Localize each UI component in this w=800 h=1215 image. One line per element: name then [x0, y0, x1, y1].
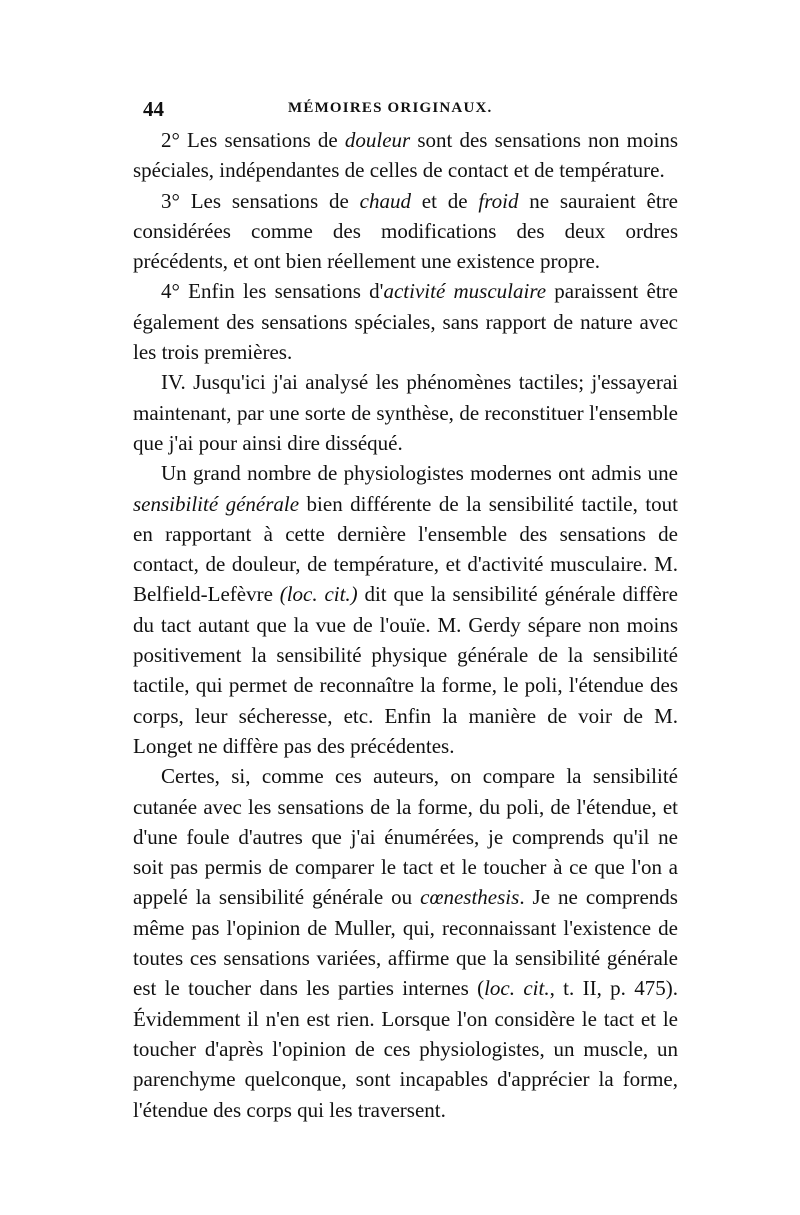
page-number: 44	[143, 97, 164, 121]
paragraph-section-iv: IV. Jusqu'ici j'ai analysé les phénomènes tactiles; j'essayerai maintenant, par une sorte de synthèse, de reconstituer l'ensemble que j'ai pour ainsi dire disséqué.	[133, 370, 678, 455]
running-head	[133, 97, 678, 123]
running-title: MÉMOIRES ORIGINAUX.	[288, 100, 493, 116]
paragraph-certes: Certes, si, comme ces auteurs, on compare la sensibilité cutanée avec les sensations de la forme, du poli, de l'étendue, et d'une foule d'autres que j'ai énumérées, je comprends qu'il ne soit pas permis de comparer le tact et le toucher à ce que l'on a appelé la sensibilité générale ou cœnesthesis. Je ne comprends même pas l'opinion de Muller, qui, reconnaissant l'existence de toutes ces sensations variées, affirme que la sensibilité générale est le toucher dans les parties internes (loc. cit., t. II, p. 475). Évidemment il n'en est rien. Lorsque l'on considère le tact et le toucher d'après l'opinion de ces physiologistes, un muscle, un parenchyme quelconque, sont incapables d'apprécier la forme, l'étendue des corps qui les traversent.	[133, 764, 678, 1122]
body-text	[133, 125, 678, 1125]
paragraph-sensibilite-generale: Un grand nombre de physiologistes modernes ont admis une sensibilité générale bien différente de la sensibilité tactile, tout en rapportant à cette dernière l'ensemble des sensations de contact, de douleur, de température, et d'activité musculaire. M. Belfield-Lefèvre (loc. cit.) dit que la sensibilité générale diffère du tact autant que la vue de l'ouïe. M. Gerdy sépare non moins positivement la sensibilité physique générale de la sensibilité tactile, qui permet de reconnaître la forme, le poli, l'étendue des corps, leur sécheresse, etc. Enfin la manière de voir de M. Longet ne diffère pas des précédentes.	[133, 461, 678, 758]
paragraph-douleur: 2° Les sensations de douleur sont des sensations non moins spéciales, indépendantes de celles de contact et de température.	[133, 128, 678, 183]
paragraph-activite-musculaire: 4° Enfin les sensations d'activité musculaire paraissent être également des sensations spéciales, sans rapport de nature avec les trois premières.	[133, 279, 678, 365]
paragraph-chaud-froid: 3° Les sensations de chaud et de froid ne sauraient être considérées comme des modifications des deux ordres précédents, et ont bien réellement une existence propre.	[133, 188, 679, 274]
